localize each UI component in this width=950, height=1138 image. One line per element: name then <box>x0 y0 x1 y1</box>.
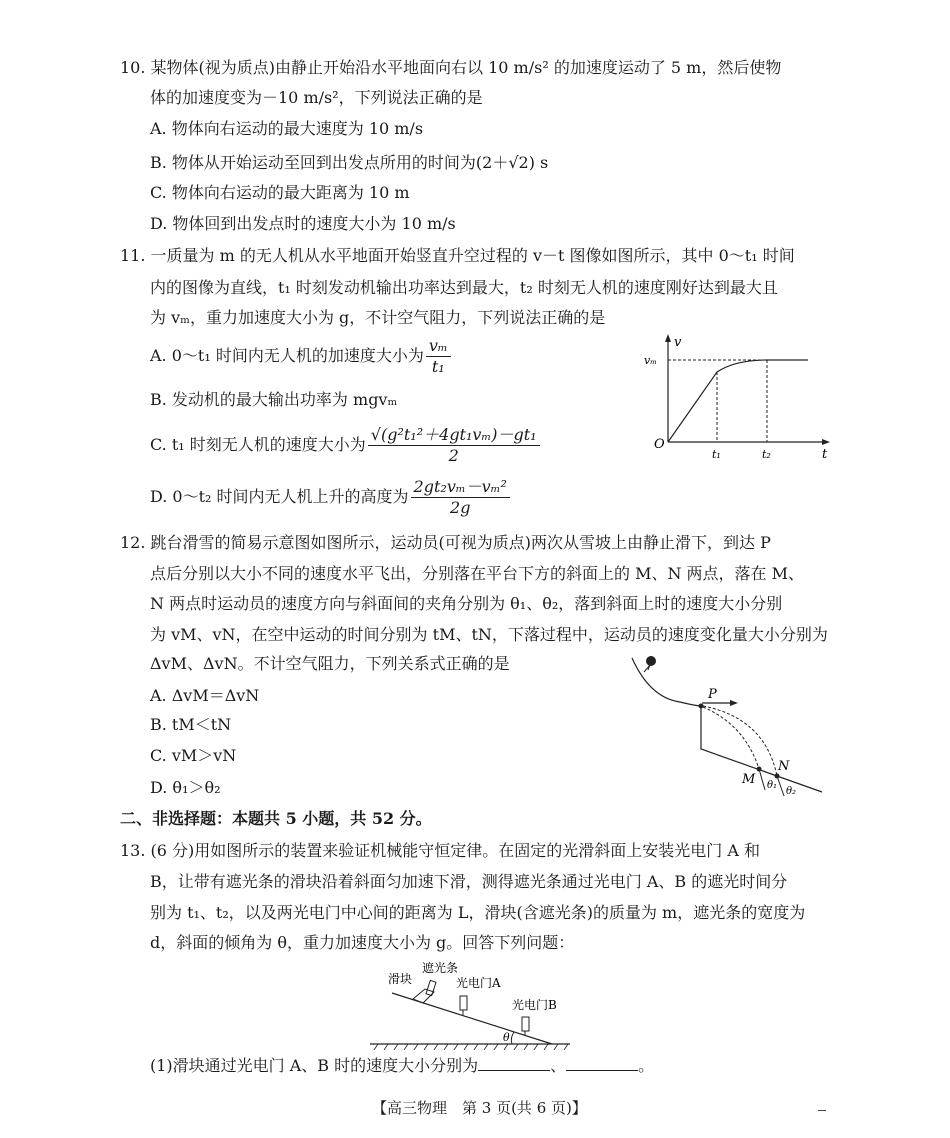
slider-label: 滑块 <box>388 972 413 986</box>
numerator: √(g²t₁²＋4gt₁vₘ)－gt₁ <box>368 425 540 446</box>
denominator: t₁ <box>431 357 445 376</box>
q12-option-d: D. θ₁＞θ₂ <box>150 778 221 797</box>
separator: 、 <box>550 1056 567 1075</box>
incline-apparatus-figure <box>360 955 580 1050</box>
q11-option-c <box>150 425 542 466</box>
denominator: 2g <box>450 498 471 517</box>
q11-option-a <box>150 336 453 377</box>
vt-graph <box>640 330 840 470</box>
q11-stem-line: 为 vₘ，重力加速度大小为 g，不计空气阻力，下列说法正确的是 <box>150 308 606 327</box>
option-text: C. t₁ 时刻无人机的速度大小为 <box>150 435 366 454</box>
q10-option-c: C. 物体向右运动的最大距离为 10 m <box>150 183 410 202</box>
theta2-label: θ₂ <box>786 786 797 797</box>
q13-stem-line: 13. (6 分)用如图所示的装置来验证机械能守恒定律。在固定的光滑斜面上安装光电门 A 和 <box>120 841 761 860</box>
q12-stem-line: 为 vM、vN，在空中运动的时间分别为 tM、tN，下落过程中，运动员的速度变化量大小分别为 <box>150 625 828 644</box>
point-p-label: P <box>708 687 717 702</box>
q11-stem-line: 11. 一质量为 m 的无人机从水平地面开始竖直升空过程的 v－t 图像如图所示，其中 0～t₁ 时间 <box>120 246 795 265</box>
q10-stem-line: 体的加速度变为－10 m/s²，下列说法正确的是 <box>150 88 483 107</box>
q13-stem-line: B，让带有遮光条的滑块沿着斜面匀加速下滑，测得遮光条通过光电门 A、B 的遮光时间分 <box>150 872 788 891</box>
q12-stem-line: 点后分别以大小不同的速度水平飞出，分别落在平台下方的斜面上的 M、N 两点，落在 M、 <box>150 564 805 583</box>
end-punct: 。 <box>638 1056 655 1075</box>
gate-a-label: 光电门A <box>456 976 501 990</box>
theta1-label: θ₁ <box>767 780 778 791</box>
answer-blank-a[interactable] <box>478 1056 550 1071</box>
q10-stem-line: 10. 某物体(视为质点)由静止开始沿水平地面向右以 10 m/s² 的加速度运动了 5 m，然后使物 <box>120 58 782 77</box>
y-axis-label: v <box>674 335 682 350</box>
point-m-label: M <box>742 772 756 787</box>
q12-option-a: A. ΔvM＝ΔvN <box>150 686 260 705</box>
section-heading: 二、非选择题：本题共 5 小题，共 52 分。 <box>120 809 432 828</box>
q12-option-c: C. vM＞vN <box>150 746 237 765</box>
page-footer: 【高三物理 第 3 页(共 6 页)】 <box>372 1099 587 1117</box>
sub-question-text: (1)滑块通过光电门 A、B 时的速度大小分别为 <box>150 1056 479 1075</box>
theta-label: θ <box>503 1031 510 1044</box>
answer-blank-b[interactable] <box>566 1056 638 1071</box>
strip-label: 遮光条 <box>422 961 459 975</box>
q10-option-d: D. 物体回到出发点时的速度大小为 10 m/s <box>150 214 456 233</box>
q12-option-b: B. tM＜tN <box>150 715 232 734</box>
fraction <box>426 336 451 377</box>
option-text: D. 0～t₂ 时间内无人机上升的高度为 <box>150 487 409 506</box>
q13-stem-line: d，斜面的倾角为 θ，重力加速度大小为 g。回答下列问题： <box>150 933 575 952</box>
fraction <box>411 477 510 518</box>
q11-stem-line: 内的图像为直线，t₁ 时刻发动机输出功率达到最大，t₂ 时刻无人机的速度刚好达到最大且 <box>150 278 778 297</box>
numerator: vₘ <box>426 336 451 357</box>
q13-sub1 <box>150 1056 654 1076</box>
gate-b-label: 光电门B <box>512 998 557 1012</box>
corner-mark <box>818 1110 826 1111</box>
q10-option-b: B. 物体从开始运动至回到出发点所用的时间为(2＋√2) s <box>150 153 549 172</box>
fraction <box>368 425 540 466</box>
q13-stem-line: 别为 t₁、t₂，以及两光电门中心间的距离为 L，滑块(含遮光条)的质量为 m，遮光条的宽度为 <box>150 903 806 922</box>
t2-label: t₂ <box>762 448 771 461</box>
q10-option-a: A. 物体向右运动的最大速度为 10 m/s <box>150 119 424 138</box>
option-text: A. 0～t₁ 时间内无人机的加速度大小为 <box>150 346 424 365</box>
x-axis-label: t <box>822 447 828 462</box>
q11-option-d <box>150 477 512 518</box>
q12-stem-line: 12. 跳台滑雪的简易示意图如图所示，运动员(可视为质点)两次从雪坡上由静止滑下，到达 P <box>120 533 771 552</box>
point-n-label: N <box>778 759 790 774</box>
q11-option-b: B. 发动机的最大输出功率为 mgvₘ <box>150 390 398 409</box>
vm-label: vₘ <box>644 354 657 367</box>
q12-stem-line: ΔvM、ΔvN。不计空气阻力，下列关系式正确的是 <box>150 654 510 673</box>
q12-stem-line: N 两点时运动员的速度方向与斜面间的夹角分别为 θ₁、θ₂，落到斜面上时的速度大小分别 <box>150 594 783 613</box>
origin-label: O <box>654 437 665 452</box>
denominator: 2 <box>448 446 459 465</box>
t1-label: t₁ <box>712 448 721 461</box>
ski-jump-figure <box>620 650 830 800</box>
numerator: 2gt₂vₘ－vₘ² <box>411 477 510 498</box>
